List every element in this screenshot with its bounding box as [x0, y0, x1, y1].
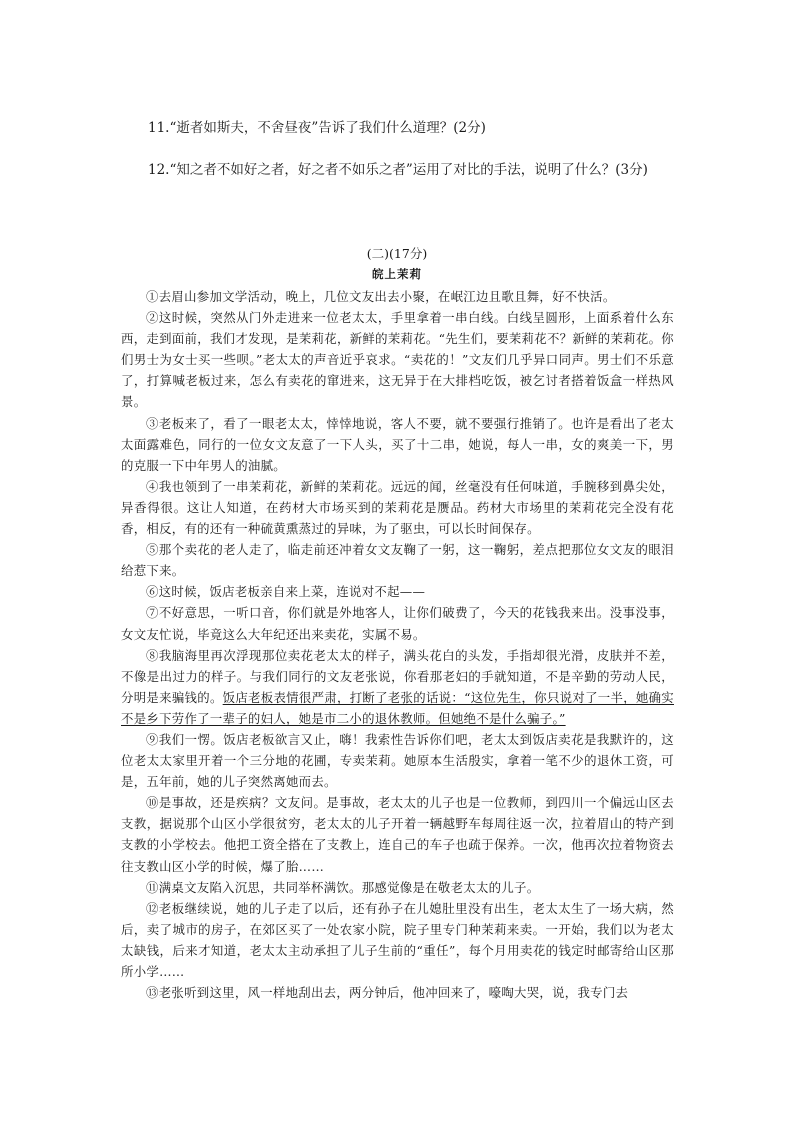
- question-11: [148, 119, 486, 137]
- paragraph-13: ⑬老张听到这里，风一样地刮出去，两分钟后，他冲回来了，嚎啕大哭，说，我专门去: [146, 985, 629, 1001]
- article-body: [121, 286, 674, 1003]
- underlined-sentence: 饭店老板表情很严肃，打断了老张的话说：“这位先生，你只说对了一半，她确实不是乡下劳作了一辈子的妇人，她是市二小的退休教师。但她绝不是什么骗子。”: [121, 689, 674, 726]
- question-number: 11.: [148, 120, 170, 136]
- paragraph-2: ②这时候，突然从门外走进来一位老太太，手里拿着一串白线。白线呈圆形，上面系着什么东西，走到面前，我们才发现，是茉莉花，新鲜的茉莉花。“先生们，要茉莉花不？新鲜的茉莉花。你们男士为女士买一些呗。”老太太的声音近乎哀求。“卖花的！”文友们几乎异口同声。男士们不乐意了，打算喊老板过来，怎么有卖花的窜进来，这无异于在大排档吃饭，被乞讨者搭着饭盒一样热风景。: [121, 310, 674, 410]
- paragraph-3: ③老板来了，看了一眼老太太，悻悻地说，客人不要，就不要强行推销了。也许是看出了老太太面露难色，同行的一位女文友意了一下人头，买了十二串，她说，每人一串，女的爽美一下，男的克服一下中年男人的油腻。: [121, 415, 674, 473]
- paragraph-9: ⑨我们一愣。饭店老板欲言又止，嗨！我索性告诉你们吧，老太太到饭店卖花是我默许的，这位老太太家里开着一个三分地的花圃，专卖茉莉。她原本生活殷实，拿着一笔不少的退休工资，可是，五年前，她的儿子突然离她而去。: [121, 731, 674, 790]
- paragraph-1: ①去眉山参加文学活动，晚上，几位文友出去小聚，在岷江边且歌且舞，好不快活。: [146, 289, 616, 304]
- section-heading: (二)(17分): [366, 246, 428, 261]
- question-text: “知之者不如好之者，好之者不如乐之者”运用了对比的手法，说明了什么？(3分): [169, 162, 648, 178]
- paragraph-8-text: ⑧我脑海里再次浮现那位卖花老太太的样子，满头花白的头发，手指却很光滑，皮肤并不差，不像是出过力的样子。与我们同行的文友老张说，你看那老妇的手就知道，不是辛勤的劳动人民，分明是来骗钱的。: [121, 647, 674, 705]
- paragraph-10: ⑩是事故，还是疾病？文友问。是事故，老太太的儿子也是一位教师，到四川一个偏远山区去支教，据说那个山区小学很贫穷，老太太的儿子开着一辆越野车每周往返一次，拉着眉山的特产到支教的小学校去。他把工资全搭在了支教上，连自己的车子也疏于保养。一次，他再次拉着物资去往支教山区小学的时候，爆了胎……: [121, 795, 674, 874]
- article-title: 皖上茉莉: [372, 267, 422, 281]
- paragraph-5: ⑤那个卖花的老人走了，临走前还冲着女文友鞠了一躬，这一鞠躬，差点把那位女文友的眼泪给惹下来。: [121, 542, 674, 579]
- question-text: “逝者如斯夫，不舍昼夜”告诉了我们什么道理？(2分): [169, 120, 486, 136]
- paragraph-4: ④我也领到了一串茉莉花，新鲜的茉莉花。远远的闻，丝毫没有任何味道，手腕移到鼻尖处，异香得很。这让人知道，在药材大市场买到的茉莉花是赝品。药材大市场里的茉莉花完全没有花香，相反，有的还有一种硫黄熏蒸过的异味，为了驱虫，可以长时间保存。: [121, 478, 674, 537]
- paragraph-12: ⑫老板继续说，她的儿子走了以后，还有孙子在儿媳肚里没有出生，老太太生了一场大病，然后，卖了城市的房子，在郊区买了一处农家小院，院子里专门种茉莉来卖。一开始，我们以为老太太缺钱，后来才知道，老太太主动承担了儿子生前的“重任”，每个月用卖花的钱定时邮寄给山区那所小学……: [121, 900, 674, 979]
- question-12: [148, 161, 648, 179]
- paragraph-8: [121, 645, 674, 729]
- paragraph-7: ⑦不好意思，一听口音，你们就是外地客人，让你们破费了，今天的花钱我来出。没事没事，女文友忙说，毕竟这么大年纪还出来卖花，实属不易。: [121, 605, 674, 642]
- question-number: 12.: [148, 162, 170, 178]
- paragraph-6: ⑥这时候，饭店老板亲自来上菜，连说对不起——: [146, 584, 426, 600]
- paragraph-11: ⑪满桌文友陷入沉思，共同举杯满饮。那感觉像是在敬老太太的儿子。: [146, 879, 540, 895]
